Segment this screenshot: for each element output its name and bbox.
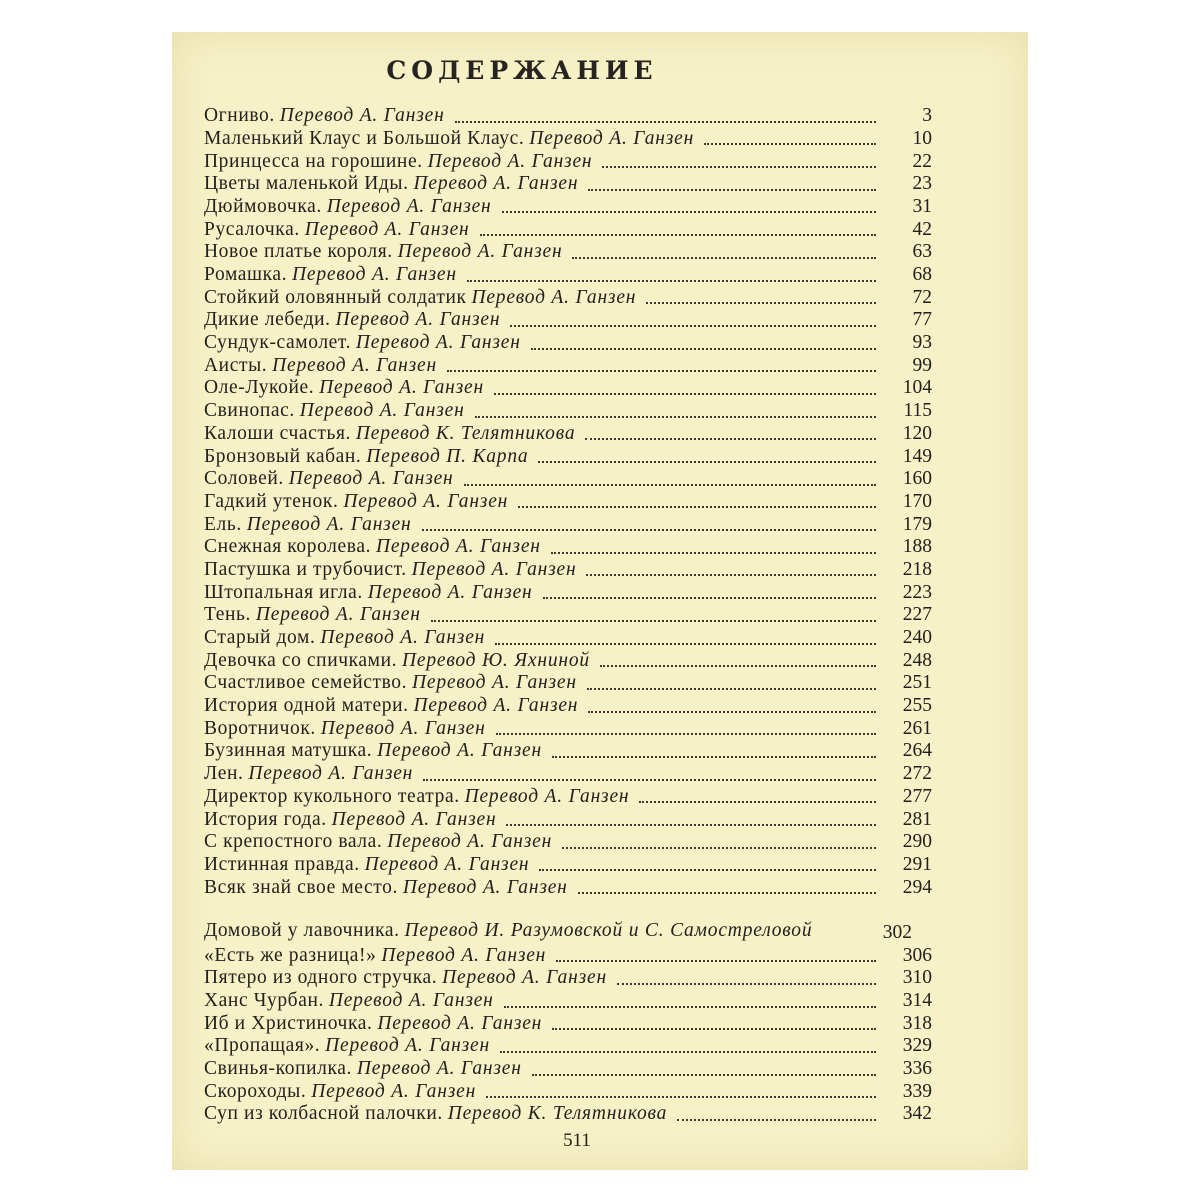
toc-entry: [204, 558, 932, 581]
toc-entry: [204, 217, 932, 240]
translator-credit: Перевод А. Ганзен: [411, 558, 577, 580]
translator-credit: Перевод А. Ганзен: [311, 1080, 477, 1102]
translator-credit: Перевод А. Ганзен: [355, 332, 521, 354]
page-reference: 329: [902, 1035, 932, 1057]
page-title: СОДЕРЖАНИЕ: [386, 56, 658, 85]
translator-credit: Перевод К. Телятникова: [447, 1103, 668, 1125]
toc-entry: [204, 467, 932, 490]
toc-entry-text: [204, 265, 457, 286]
page-reference: 77: [912, 309, 932, 331]
translator-credit: Перевод А. Ганзен: [279, 105, 445, 127]
page-reference: 302: [882, 921, 912, 943]
toc-entry-text: [204, 1036, 490, 1057]
dot-leader: [578, 892, 876, 894]
toc-entry: [204, 104, 932, 127]
dot-leader: [646, 302, 876, 304]
toc-entry: [204, 1012, 932, 1035]
story-title: Скороходы.: [204, 1080, 307, 1102]
page-reference: 342: [902, 1103, 932, 1125]
page-reference: 227: [902, 604, 932, 626]
dot-leader: [562, 847, 876, 849]
page-reference: 294: [902, 876, 932, 898]
story-title: Старый дом.: [204, 627, 316, 648]
page-reference: 31: [912, 195, 932, 217]
toc-entry-text: [204, 447, 528, 468]
toc-entry: [204, 490, 932, 513]
toc-entry-text: [204, 310, 500, 331]
toc-entry-text: [204, 515, 412, 536]
page-reference: 240: [902, 627, 932, 648]
translator-credit: Перевод А. Ганзен: [367, 581, 533, 603]
dot-leader: [552, 1028, 876, 1030]
toc-entry-text: [204, 1104, 667, 1125]
dot-leader: [486, 1096, 876, 1098]
toc-entry-text: [204, 855, 529, 876]
translator-credit: Перевод А. Ганзен: [387, 831, 553, 853]
page-reference: 281: [902, 808, 932, 830]
toc-entry: [204, 535, 932, 558]
page-reference: 272: [902, 763, 932, 785]
toc-entry: [204, 626, 932, 649]
story-title: Всяк знай свое место.: [204, 876, 398, 898]
story-title: Директор кукольного театра.: [204, 785, 460, 807]
translator-credit: Перевод А. Ганзен: [364, 853, 530, 875]
dot-leader: [422, 529, 877, 531]
page-reference: 22: [912, 150, 932, 172]
toc-entry: [204, 354, 932, 377]
story-title: Аисты.: [204, 354, 268, 376]
toc-entry: [204, 422, 932, 445]
story-title: С крепостного вала.: [204, 831, 383, 853]
toc-entry-text: [204, 174, 578, 195]
translator-credit: Перевод А. Ганзен: [397, 241, 563, 263]
page-reference: 99: [912, 354, 932, 376]
translator-credit: Перевод А. Ганзен: [356, 1058, 522, 1080]
dot-leader: [572, 257, 876, 259]
translator-credit: Перевод А. Ганзен: [335, 309, 501, 331]
dot-leader: [585, 438, 876, 440]
toc-entry-text: [204, 946, 546, 967]
story-title: Соловей.: [204, 468, 284, 490]
toc-entry: [204, 127, 932, 150]
translator-credit: Перевод А. Ганзен: [402, 876, 568, 898]
story-title: «Пропащая».: [204, 1035, 321, 1057]
toc-entry: [204, 149, 932, 172]
translator-credit: Перевод А. Ганзен: [326, 195, 492, 217]
translator-credit: Перевод А. Ганзен: [471, 286, 637, 308]
toc-entry-text: [204, 537, 541, 558]
translator-credit: Перевод А. Ганзен: [413, 695, 579, 717]
page-reference: 255: [902, 695, 932, 717]
dot-leader: [551, 552, 876, 554]
story-title: Суп из колбасной палочки.: [204, 1103, 443, 1125]
story-title: Дикие лебеди.: [204, 309, 331, 331]
translator-credit: Перевод А. Ганзен: [248, 763, 414, 785]
translator-credit: Перевод А. Ганзен: [412, 672, 577, 694]
toc-entry-text: [204, 1059, 522, 1080]
page-reference: 223: [902, 581, 932, 603]
page-reference: 251: [902, 672, 932, 694]
story-title: Свинопас.: [204, 400, 295, 422]
toc-entry: [204, 717, 932, 740]
story-title: Штопальная игла.: [204, 581, 363, 603]
toc-entry-text: [204, 1014, 542, 1035]
dot-leader: [639, 801, 876, 803]
table-of-contents: [204, 104, 932, 1125]
toc-entry: [204, 308, 932, 331]
story-title: Дюймовочка.: [204, 195, 322, 217]
toc-entry: [204, 580, 932, 603]
toc-entry-text: [204, 560, 576, 581]
dot-leader: [496, 733, 876, 735]
toc-entry: [204, 172, 932, 195]
toc-entry: [204, 444, 932, 467]
story-title: Сундук-самолет.: [204, 332, 352, 354]
dot-leader: [502, 211, 876, 213]
toc-entry: [204, 331, 932, 354]
toc-entry-text: [204, 673, 577, 694]
translator-credit: Перевод А. Ганзен: [427, 150, 593, 172]
translator-credit: Перевод А. Ганзен: [299, 400, 465, 422]
translator-credit: Перевод А. Ганзен: [442, 967, 607, 989]
story-title: История года.: [204, 808, 327, 830]
story-title: Стойкий оловянный солдатик: [204, 286, 467, 308]
toc-entry-text: [204, 378, 484, 399]
story-title: Домовой у лавочника.: [204, 919, 400, 941]
story-title: Новое платье короля.: [204, 241, 393, 263]
dot-leader: [504, 1006, 876, 1008]
toc-entry-text: [204, 832, 552, 853]
dot-leader: [467, 280, 876, 282]
toc-entry: [204, 853, 932, 876]
toc-entry: [204, 807, 932, 830]
dot-leader: [500, 1051, 876, 1053]
dot-leader: [617, 983, 876, 985]
translator-credit: Перевод А. Ганзен: [319, 377, 484, 399]
toc-entry-text: [204, 1082, 476, 1103]
dot-leader: [588, 189, 876, 191]
page-reference: 188: [902, 536, 932, 558]
page-reference: 318: [902, 1012, 932, 1034]
story-title: История одной матери.: [204, 695, 409, 717]
toc-entry-text: [204, 810, 496, 831]
toc-entry-text: [204, 356, 437, 377]
toc-entry-text: [204, 197, 492, 218]
page-reference: 290: [902, 831, 932, 853]
toc-entry-text: [204, 242, 562, 263]
translator-credit: Перевод П. Карпа: [366, 445, 529, 467]
dot-leader: [588, 711, 876, 713]
story-title: Ель.: [204, 513, 242, 535]
translator-credit: Перевод И. Разумовской и С. Самостреловой: [404, 919, 813, 941]
toc-entry: [204, 762, 932, 785]
page-reference: 291: [902, 853, 932, 875]
book-page: [172, 32, 1028, 1170]
toc-entry: [204, 875, 932, 898]
page-reference: 10: [912, 127, 932, 149]
page-reference: 264: [902, 740, 932, 762]
page-reference: 68: [912, 264, 932, 285]
toc-entry: [204, 512, 932, 535]
dot-leader: [423, 779, 876, 781]
toc-entry-text: [204, 968, 607, 989]
page-reference: 149: [902, 445, 932, 467]
toc-entry-text: [204, 288, 636, 309]
dot-leader: [543, 597, 877, 599]
page-reference: 115: [903, 400, 932, 422]
dot-leader: [506, 824, 876, 826]
toc-entry: [204, 830, 932, 853]
story-title: Свинья-копилка.: [204, 1058, 352, 1080]
page-reference: 218: [902, 558, 932, 580]
translator-credit: Перевод А. Ганзен: [413, 173, 579, 195]
page-reference: 104: [902, 377, 932, 399]
page-reference: 339: [902, 1080, 932, 1102]
story-title: Огниво.: [204, 105, 275, 127]
page-reference: 160: [902, 468, 932, 490]
toc-entry: [204, 399, 932, 422]
dot-leader: [518, 506, 876, 508]
story-title: Девочка со спичками.: [204, 649, 398, 671]
page-reference: 277: [902, 785, 932, 807]
toc-entry: [204, 1080, 932, 1103]
dot-leader: [475, 416, 876, 418]
page-number: 511: [563, 1130, 591, 1151]
toc-entry-text: [204, 106, 445, 127]
translator-credit: Перевод А. Ганзен: [325, 1035, 490, 1057]
story-title: Иб и Христиночка.: [204, 1012, 373, 1034]
page-reference: 306: [902, 944, 932, 966]
translator-credit: Перевод А. Ганзен: [377, 740, 542, 762]
dot-leader: [539, 869, 876, 871]
toc-entry: [204, 966, 932, 989]
dot-leader: [447, 370, 876, 372]
translator-credit: Перевод А. Ганзен: [343, 490, 509, 512]
translator-credit: Перевод А. Ганзен: [288, 468, 454, 490]
story-title: Счастливое семейство.: [204, 672, 408, 694]
story-title: Принцесса на горошине.: [204, 150, 423, 172]
page-reference: 93: [912, 332, 932, 354]
toc-entry-text: [204, 401, 465, 422]
page-reference: 179: [902, 513, 932, 535]
translator-credit: Перевод А. Ганзен: [464, 785, 630, 807]
dot-leader: [587, 688, 876, 690]
toc-entry-text: [204, 696, 578, 717]
story-title: Ханс Чурбан.: [204, 990, 324, 1012]
dot-leader: [532, 1074, 876, 1076]
toc-entry-text: [204, 719, 486, 740]
toc-entry-text: [204, 220, 470, 241]
page-reference: 336: [902, 1058, 932, 1080]
dot-leader: [494, 393, 876, 395]
translator-credit: Перевод А. Ганзен: [304, 218, 470, 240]
story-title: Цветы маленькой Иды.: [204, 173, 409, 195]
story-title: Калоши счастья.: [204, 422, 352, 444]
story-title: Маленький Клаус и Большой Клаус.: [204, 127, 525, 149]
translator-credit: Перевод А. Ганзен: [292, 264, 457, 285]
story-title: Бронзовый кабан.: [204, 445, 362, 467]
toc-entry: [204, 1057, 932, 1080]
toc-entry-text: [204, 628, 485, 649]
toc-entry-text: [204, 787, 629, 808]
dot-leader: [600, 665, 876, 667]
toc-entry-text: [204, 129, 694, 150]
dot-leader: [704, 143, 876, 145]
toc-entry: [204, 195, 932, 218]
story-title: «Есть же разница!»: [204, 944, 377, 966]
story-title: Бузинная матушка.: [204, 740, 373, 762]
story-title: Пятеро из одного стручка.: [204, 967, 438, 989]
story-title: Русалочка.: [204, 218, 300, 240]
toc-entry: [204, 263, 932, 286]
page-reference: 42: [912, 218, 932, 240]
translator-credit: Перевод А. Ганзен: [272, 354, 437, 376]
toc-entry-text: [204, 920, 864, 944]
toc-entry: [204, 671, 932, 694]
translator-credit: Перевод А. Ганзен: [246, 513, 412, 535]
page-reference: 261: [902, 717, 932, 739]
toc-entry: [204, 376, 932, 399]
dot-leader: [455, 121, 876, 123]
page-reference: 310: [902, 967, 932, 989]
dot-leader: [677, 1119, 876, 1121]
story-title: Лен.: [204, 763, 244, 785]
translator-credit: Перевод А. Ганзен: [255, 604, 421, 626]
toc-entry: [204, 898, 932, 943]
toc-entry: [204, 603, 932, 626]
translator-credit: Перевод А. Ганзен: [320, 717, 486, 739]
toc-entry-text: [204, 605, 421, 626]
toc-entry-text: [204, 878, 568, 899]
dot-leader: [510, 325, 876, 327]
toc-entry: [204, 943, 932, 966]
toc-entry: [204, 286, 932, 309]
dot-leader: [531, 348, 876, 350]
translator-credit: Перевод А. Ганзен: [375, 536, 541, 558]
translator-credit: Перевод А. Ганзен: [377, 1012, 543, 1034]
dot-leader: [552, 756, 876, 758]
translator-credit: Перевод А. Ганзен: [529, 127, 695, 149]
toc-entry: [204, 1034, 932, 1057]
story-title: Ромашка.: [204, 264, 288, 285]
translator-credit: Перевод А. Ганзен: [328, 990, 494, 1012]
toc-entry-text: [204, 333, 521, 354]
dot-leader: [495, 643, 876, 645]
story-title: Истинная правда.: [204, 853, 360, 875]
toc-entry-text: [204, 651, 590, 672]
toc-entry: [204, 694, 932, 717]
toc-entry-text: [204, 492, 508, 513]
page-reference: 120: [902, 422, 932, 444]
dot-leader: [556, 960, 876, 962]
toc-entry: [204, 1102, 932, 1125]
page-reference: 72: [912, 286, 932, 308]
toc-entry-text: [204, 583, 533, 604]
story-title: Снежная королева.: [204, 536, 372, 558]
toc-entry-text: [204, 152, 592, 173]
page-reference: 248: [902, 649, 932, 671]
toc-entry-text: [204, 991, 494, 1012]
story-title: Пастушка и трубочист.: [204, 558, 407, 580]
dot-leader: [586, 574, 876, 576]
toc-entry: [204, 989, 932, 1012]
toc-entry: [204, 739, 932, 762]
story-title: Тень.: [204, 604, 252, 626]
dot-leader: [480, 234, 877, 236]
toc-entry-text: [204, 741, 542, 762]
translator-credit: Перевод К. Телятникова: [355, 422, 576, 444]
story-title: Оле-Лукойе.: [204, 377, 315, 399]
page-reference: 3: [922, 105, 932, 127]
page-reference: 23: [912, 173, 932, 195]
page-reference: 170: [902, 490, 932, 512]
translator-credit: Перевод А. Ганзен: [381, 944, 547, 966]
toc-entry-text: [204, 424, 575, 445]
translator-credit: Перевод Ю. Яхниной: [402, 649, 590, 671]
translator-credit: Перевод А. Ганзен: [331, 808, 497, 830]
dot-leader: [538, 461, 876, 463]
toc-entry-text: [204, 469, 454, 490]
dot-leader: [431, 620, 876, 622]
story-title: Воротничок.: [204, 717, 316, 739]
toc-entry: [204, 649, 932, 672]
toc-entry: [204, 785, 932, 808]
page-reference: 314: [902, 990, 932, 1012]
dot-leader: [464, 484, 876, 486]
story-title: Гадкий утенок.: [204, 490, 339, 512]
page-reference: 63: [912, 241, 932, 263]
toc-entry-text: [204, 764, 413, 785]
toc-entry: [204, 240, 932, 263]
dot-leader: [602, 166, 876, 168]
translator-credit: Перевод А. Ганзен: [320, 627, 486, 648]
